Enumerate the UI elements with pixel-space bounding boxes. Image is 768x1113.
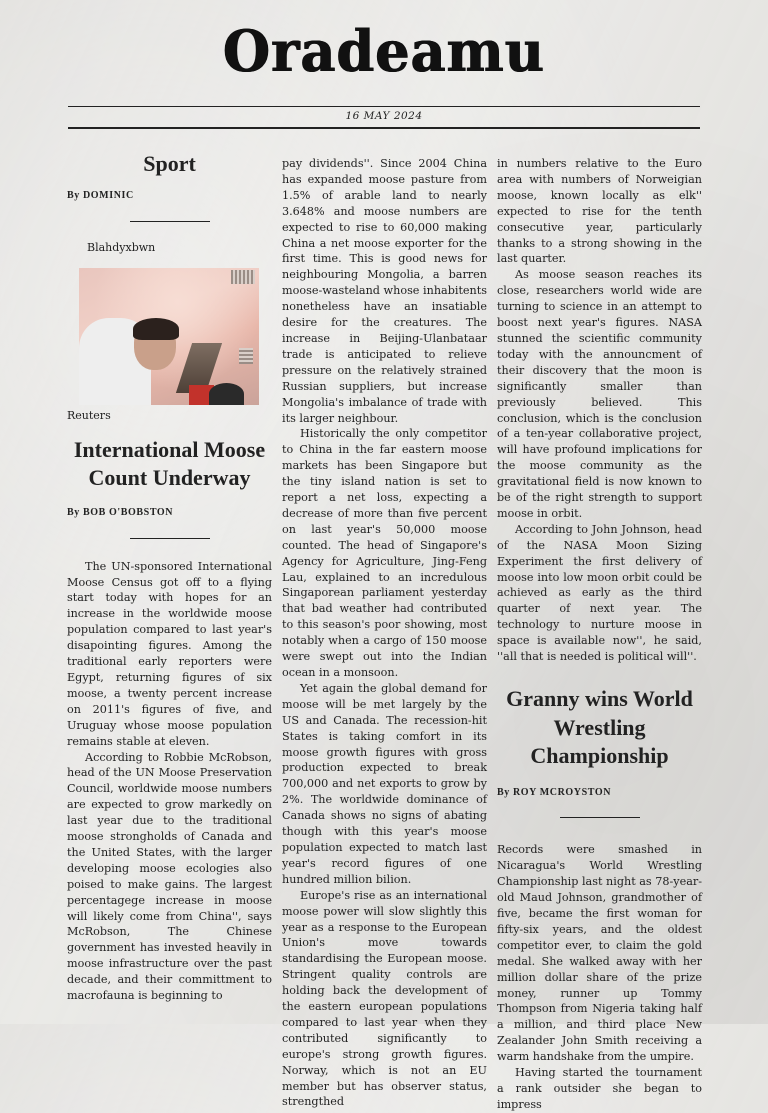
masthead-rule-bottom (68, 127, 700, 129)
moose-paragraph-8: As moose season reaches its close, researchers world wide are turning to science in an attempt to boost next year's figures. NASA stunned the scientific community today with the announcment of their discovery that the moon is significantly smaller than previously believed. This conclusion, which is the conclusion of a ten-year collaborative project, will have profound implications for the moose community as the gravitational field is now known to be of the right strength to support moose in orbit. (497, 268, 702, 520)
moose-paragraph-7: in numbers relative to the Euro area with numbers of Norweigian moose, known locally as elk'' expected to rise for the tenth consecutive year, particularly thanks to a strong showing in the last quarter. (497, 157, 702, 266)
section-title-sport: Sport (143, 151, 196, 176)
moose-paragraph-1: The UN-sponsored International Moose Census got off to a flying start today with hopes for an increase in the worldwide moose population compared to last year's disapointing figures. Among the traditional early reporters were Egypt, returning figures of six moose, a twenty percent increase on 2011's figures of five, and Uruguay whose moose population remains stable at eleven. (67, 559, 272, 748)
sport-photo (79, 268, 259, 405)
column-1 (67, 150, 272, 1004)
moose-paragraph-2: According to Robbie McRobson, head of the UN Moose Preservation Council, worldwide moose numbers are expected to grow markedly on last year due to the traditional moose strongholds of Canada and the United States, with the larger developing moose ecologies also poised to make gains. The largest percentagege increase in moose will likely come from China'', says McRobson, The Chinese government has invested heavily in moose infrastructure over the past decade, and their committment to macrofauna is beginning to (67, 750, 272, 1003)
moose-paragraph-3: pay dividends''. Since 2004 China has expanded moose pasture from 1.5% of arable land to nearly 3.648% and moose numbers are expected to rise to 60,000 making China a net moose exporter for the first time. This is good news for neighbouring Mongolia, a barren moose-wasteland whose inhabitents nonetheless have an insatiable desire for the creatures. The increase in Beijing-Ulanbataar trade is anticipated to relieve pressure on the relatively strained Russian suppliers, but increase Mongolia's imbalance of trade with its larger neighbour. (282, 157, 487, 425)
sport-byline: By DOMINIC (67, 190, 134, 201)
moose-paragraph-9: According to John Johnson, head of the NASA Moon Sizing Experiment the first delivery of moose into low moon orbit could be achieved as early as the third quarter of next year. The technology to nurture moose in space is available now'', he said, ''all that is needed is political will''. (497, 522, 702, 664)
moose-paragraph-4: Historically the only competitor to China in the far eastern moose markets has been Singapore but the tiny island nation is set to report a net loss, expecting a decrease of more than five percent on last year's 50,000 moose counted. The head of Singapore's Agency for Agriculture, Jing-Feng Lau, explained to an incredulous Singaporean parliament yesterday that bad weather had contributed to this season's poor showing, most notably when a cargo of 150 moose were swept out into the Indian ocean in a monsoon. (282, 427, 487, 679)
moose-paragraph-6: Europe's rise as an international moose power will slow slightly this year as a response to the European Union's move towards standardising the European moose. Stringent quality controls are holding back the development of the eastern european populations compared to last year when they contributed significantly to europe's strong growth figures. Norway, which is not an EU member but has observer status, strengthed (282, 888, 487, 1109)
masthead-rule-top (68, 106, 700, 107)
masthead-title: Oradeamu (223, 17, 545, 85)
issue-date: 16 MAY 2024 (345, 110, 423, 122)
moose-paragraph-5: Yet again the global demand for moose will be met largely by the US and Canada. The recession-hit States is taking comfort in its moose growth figures with gross production expected to break 700,000 and net exports to grow by 2%. The worldwide dominance of Canada shows no signs of abating though with this year's moose population expected to match last year's record figures of one hundred million bilion. (282, 681, 487, 886)
granny-headline: Granny wins World Wrestling Championship (506, 686, 693, 768)
granny-byline: By ROY MCROYSTON (497, 786, 612, 798)
moose-headline: International Moose Count Underway (73, 436, 266, 491)
photo-caption: Reuters (67, 408, 111, 422)
granny-paragraph-1: Records were smashed in Nicaragua's World Wrestling Championship last night as 78-year-old Maud Johnson, grandmother of five, became the first woman for fifty-six years, and the oldest competitor ever, to claim the gold medal. She walked away with her million dollar share of the prize money, runner up Tommy Thompson from Nigeria taking half a million, and third place New Zealander John Smith receiving a warm handshake from the umpire. (497, 843, 702, 1064)
granny-paragraph-2: Having started the tournament a rank outsider she began to impress (497, 1066, 702, 1111)
column-3 (497, 156, 702, 1113)
photo-label: Blahdyxbwn (87, 240, 156, 254)
column-2 (282, 156, 487, 1110)
moose-byline: By BOB O'BOBSTON (67, 506, 174, 518)
